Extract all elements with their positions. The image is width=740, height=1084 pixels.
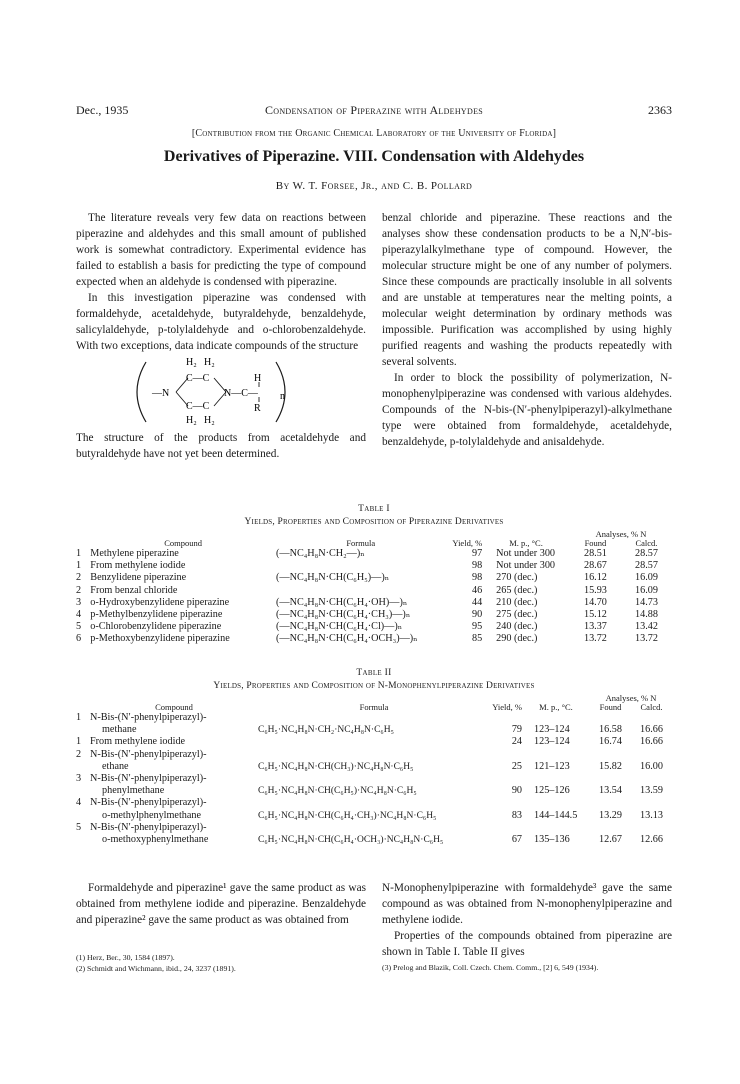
- table-row: [76, 736, 672, 748]
- empty-cell: [258, 822, 490, 834]
- nitrogen-found: 15.82: [599, 760, 622, 772]
- table-row: [76, 761, 672, 773]
- row-number: 6: [76, 633, 82, 645]
- table1-mp-header: M. p., °C.: [509, 538, 543, 548]
- row-number: 4: [76, 797, 82, 809]
- nitrogen-calcd: 12.66: [640, 834, 663, 846]
- compound-name-line: N-Bis-(N′-phenylpiperazyl)-: [90, 712, 207, 723]
- compound-formula: C₆H₅·NC₄H₈N·CH(C₆H₅)·NC₄H₈N·C₆H₅: [258, 786, 417, 797]
- ring-bottom-bond: C—C: [186, 401, 210, 412]
- empty-cell: [76, 810, 90, 822]
- table-row: [76, 633, 672, 645]
- yield-value: 98: [471, 560, 483, 572]
- empty-cell: [631, 773, 672, 785]
- table-row: [76, 749, 672, 761]
- nitrogen-calcd: 14.88: [635, 609, 658, 621]
- paragraph: In this investigation piperazine was condensed with formaldehyde, acetaldehyde, butyraldehyde, benzaldehyde, salicylaldehyde, p-tolylaldehyde and o-chlorobenzaldehyde. With two exceptions, data indicate compounds of the structure: [76, 292, 366, 352]
- nitrogen-calcd: 13.13: [640, 809, 663, 821]
- table2-label: Table II: [356, 668, 392, 678]
- paragraph: The literature reveals very few data on reactions between piperazine and aldehydes and this small amount of published work is somewhat contradictory. Experimental evidence has failed to establish a basis for predicting the type of compound expected when an aldehyde is condensed with piperazine.: [76, 212, 366, 288]
- h2-label: H₂: [204, 415, 215, 426]
- compound-name-line: o-methoxyphenylmethane: [102, 834, 209, 846]
- table-row: [76, 597, 672, 609]
- compound-name-line: N-Bis-(N′-phenylpiperazyl)-: [90, 797, 207, 809]
- table-row: [76, 609, 672, 621]
- compound-name: o-Chlorobenzylidene piperazine: [90, 621, 222, 633]
- ring-top-bond: C—C: [186, 373, 210, 384]
- compound-name: p-Methylbenzylidene piperazine: [90, 609, 223, 621]
- table-row: [76, 621, 672, 633]
- empty-cell: [590, 773, 631, 785]
- empty-cell: [258, 712, 490, 724]
- row-number: 5: [76, 621, 82, 633]
- table1-analyses-header: Analyses, % N: [595, 529, 647, 539]
- row-number: 1: [76, 560, 82, 572]
- table2-compound-header: Compound: [155, 702, 193, 712]
- compound-formula: [258, 736, 490, 748]
- compound-name: p-Methoxybenzylidene piperazine: [90, 633, 230, 645]
- nitrogen-calcd: 28.57: [635, 548, 658, 559]
- yield-value: 25: [511, 760, 522, 772]
- table2-body: [76, 712, 672, 846]
- nitrogen-calcd: 13.72: [635, 633, 658, 645]
- footnotes-left: [76, 952, 366, 974]
- page-number: 2363: [648, 103, 672, 117]
- melting-point: 135–136: [534, 834, 570, 846]
- empty-cell: [631, 749, 672, 761]
- piperazine-structure-diagram: [76, 354, 366, 430]
- nitrogen-found: 13.29: [599, 809, 622, 821]
- compound-formula: (—NC₄H₈N·CH(C₆H₄·Cl)—)ₙ: [276, 621, 403, 633]
- melting-point: 290 (dec.): [496, 633, 538, 645]
- row-number: 1: [76, 736, 82, 748]
- compound-name: Benzylidene piperazine: [90, 572, 187, 584]
- melting-point: Not under 300: [496, 560, 556, 572]
- nitrogen-found: 14.70: [583, 596, 607, 608]
- polymer-subscript: n: [280, 391, 285, 402]
- nitrogen-found: 15.93: [583, 584, 607, 596]
- right-column: [382, 210, 672, 450]
- nitrogen-found: 13.72: [583, 633, 607, 645]
- table1-calcd-header: Calcd.: [635, 538, 658, 548]
- nitrogen-found: 13.37: [583, 621, 607, 633]
- nitrogen-left: —N: [152, 388, 170, 399]
- footnotes-right: [382, 962, 672, 973]
- table2-caption: Yields, Properties and Composition of N-Monophenylpiperazine Derivatives: [213, 681, 535, 691]
- compound-formula: C₆H₅·NC₄H₈N·CH₂·NC₄H₈N·C₆H₅: [258, 725, 394, 736]
- nitrogen-found: 15.12: [583, 609, 607, 621]
- nitrogen-right: N—C—: [224, 388, 258, 399]
- empty-cell: [590, 749, 631, 761]
- compound-formula: (—NC₄H₈N·CH(C₆H₄·OCH₃)—)ₙ: [276, 633, 418, 645]
- empty-cell: [522, 712, 590, 724]
- structure-svg: [76, 354, 366, 430]
- melting-point: 121–123: [534, 760, 570, 772]
- compound-name: o-Hydroxybenzylidene piperazine: [90, 596, 230, 608]
- table1-compound-header: Compound: [164, 538, 203, 548]
- yield-value: 46: [471, 584, 483, 596]
- empty-cell: [490, 712, 522, 724]
- nitrogen-found: 13.54: [599, 785, 622, 797]
- melting-point: 240 (dec.): [496, 621, 538, 633]
- row-number: 2: [76, 572, 82, 584]
- yield-value: 85: [471, 633, 483, 645]
- melting-point: 144–144.5: [534, 809, 578, 821]
- table-row: [76, 810, 672, 822]
- left-column: [76, 210, 366, 462]
- compound-name-line: From methylene iodide: [90, 736, 186, 748]
- empty-cell: [490, 797, 522, 809]
- compound-formula: (—NC₄H₈N·CH(C₆H₄·CH₃)—)ₙ: [276, 609, 411, 621]
- h2-label: H₂: [186, 357, 197, 368]
- footnote-3: (3) Prelog and Blazik, Coll. Czech. Chem. Comm., [2] 6, 549 (1934).: [382, 963, 599, 972]
- compound-name-line: o-methylphenylmethane: [102, 809, 202, 821]
- yield-value: 67: [511, 834, 522, 846]
- table2-formula-header: Formula: [359, 702, 389, 712]
- nitrogen-found: 12.67: [599, 834, 622, 846]
- table1-yield-header: Yield, %: [452, 538, 483, 548]
- table-row: [76, 822, 672, 834]
- yield-value: 79: [511, 724, 522, 736]
- paragraph: benzal chloride and piperazine. These reactions and the analyses show these condensation products to be a N,N′-bis-piperazylalkylmethane type of compound. However, the molecular structure might be one of any number of polymers. Since these compounds are practically insoluble in all solvents and are unstable at temperatures near the melting points, a molecular weight determination by ordinary methods was impossible. Purification was accomplished by using highly purified reagents and washing the products repeatedly with several solvents.: [382, 212, 672, 368]
- table2: [76, 694, 672, 846]
- yield-value: 95: [471, 621, 483, 633]
- contribution-line: [Contribution from the Organic Chemical Laboratory of the University of Florida]: [191, 128, 557, 139]
- paragraph: Formaldehyde and piperazine¹ gave the same product as was obtained from methylene iodide and piperazine. Benzaldehyde and piperazine² gave the same product as was obtained from: [76, 882, 366, 926]
- empty-cell: [490, 822, 522, 834]
- table2-found-header: Found: [599, 702, 622, 712]
- row-number: 3: [76, 773, 82, 785]
- nitrogen-calcd: 16.09: [635, 572, 658, 584]
- bottom-left-column: [76, 880, 366, 928]
- row-number: 2: [76, 748, 82, 760]
- article-title: Derivatives of Piperazine. VIII. Condensation with Aldehydes: [163, 148, 585, 165]
- nitrogen-calcd: 13.42: [635, 621, 658, 633]
- empty-cell: [522, 822, 590, 834]
- compound-name-line: N-Bis-(N′-phenylpiperazyl)-: [90, 748, 207, 760]
- row-number: 4: [76, 609, 82, 621]
- table-row: [76, 560, 672, 572]
- table2-analyses-header: Analyses, % N: [605, 693, 657, 703]
- table1-body: [76, 548, 672, 646]
- byline: By W. T. Forsee, Jr., and C. B. Pollard: [275, 180, 473, 192]
- bottom-right-column: [382, 880, 672, 960]
- table2-calcd-header: Calcd.: [640, 702, 663, 712]
- empty-cell: [522, 797, 590, 809]
- yield-value: 90: [511, 785, 522, 797]
- row-number: 5: [76, 821, 82, 833]
- row-number: 2: [76, 584, 82, 596]
- nitrogen-found: 28.51: [583, 548, 607, 559]
- nitrogen-found: 16.12: [583, 572, 607, 584]
- compound-formula: (—NC₄H₈N·CH₂—)ₙ: [276, 548, 365, 559]
- melting-point: 123–124: [534, 736, 570, 748]
- compound-name: From benzal chloride: [90, 584, 178, 596]
- compound-formula: [276, 585, 445, 597]
- yield-value: 90: [471, 609, 483, 621]
- table-row: [76, 585, 672, 597]
- compound-name: From methylene iodide: [90, 560, 186, 572]
- table1-formula-header: Formula: [346, 538, 376, 548]
- footnote-2: (2) Schmidt and Wichmann, ibid., 24, 3237 (1891).: [76, 964, 236, 973]
- compound-name-line: methane: [102, 724, 137, 736]
- table1-label: Table I: [358, 504, 390, 514]
- paragraph: N-Monophenylpiperazine with formaldehyde³ gave the same compound as was obtained from N-monophenylpiperazine and methylene iodide.: [382, 882, 672, 926]
- empty-cell: [631, 822, 672, 834]
- empty-cell: [631, 712, 672, 724]
- melting-point: 125–126: [534, 785, 570, 797]
- nitrogen-calcd: 16.66: [640, 736, 663, 748]
- table-row: [76, 548, 672, 560]
- compound-name-line: N-Bis-(N′-phenylpiperazyl)-: [90, 821, 207, 833]
- nitrogen-calcd: 28.57: [635, 560, 658, 572]
- empty-cell: [522, 773, 590, 785]
- table-row: [76, 785, 672, 797]
- nitrogen-found: 16.74: [599, 736, 622, 748]
- yield-value: 98: [471, 572, 483, 584]
- empty-cell: [590, 822, 631, 834]
- empty-cell: [258, 797, 490, 809]
- empty-cell: [76, 724, 90, 736]
- footnote-1: (1) Herz, Ber., 30, 1584 (1897).: [76, 953, 175, 962]
- empty-cell: [522, 749, 590, 761]
- empty-cell: [76, 785, 90, 797]
- empty-cell: [590, 797, 631, 809]
- table-row: [76, 724, 672, 736]
- table2-yield-header: Yield, %: [492, 702, 522, 712]
- empty-cell: [76, 834, 90, 846]
- paragraph: The structure of the products from acetaldehyde and butyraldehyde have not yet been determined.: [76, 432, 366, 460]
- compound-name: Methylene piperazine: [90, 548, 179, 559]
- nitrogen-calcd: 16.66: [640, 724, 663, 736]
- nitrogen-calcd: 16.00: [640, 760, 663, 772]
- yield-value: 24: [511, 736, 522, 748]
- melting-point: 270 (dec.): [496, 572, 538, 584]
- table1-found-header: Found: [584, 538, 607, 548]
- empty-cell: [490, 773, 522, 785]
- melting-point: 210 (dec.): [496, 596, 538, 608]
- row-number: 1: [76, 712, 82, 723]
- running-title: Condensation of Piperazine with Aldehydes: [264, 103, 484, 117]
- empty-cell: [590, 712, 631, 724]
- compound-formula: [276, 560, 445, 572]
- yield-value: 97: [471, 548, 483, 559]
- row-number: 1: [76, 548, 82, 559]
- empty-cell: [631, 797, 672, 809]
- compound-name-line: ethane: [102, 760, 129, 772]
- table-row: [76, 834, 672, 846]
- h2-label: H₂: [186, 415, 197, 426]
- nitrogen-found: 28.67: [583, 560, 607, 572]
- r-substituent: R: [254, 403, 261, 414]
- h-substituent: H: [254, 373, 262, 384]
- paragraph: In order to block the possibility of polymerization, N-monophenylpiperazine was condensed with various aldehydes. Compounds of the N-bis-(N′-phenylpiperazyl)-alkylmethane type were obtained from formaldehyde, acetaldehyde, benzaldehyde, p-tolylaldehyde and anisaldehyde.: [382, 372, 672, 448]
- compound-formula: C₆H₅·NC₄H₈N·CH(CH₃)·NC₄H₈N·C₆H₅: [258, 761, 414, 772]
- table-row: [76, 797, 672, 809]
- nitrogen-calcd: 14.73: [635, 596, 658, 608]
- melting-point: 275 (dec.): [496, 609, 538, 621]
- left-paren: [137, 362, 146, 422]
- empty-cell: [490, 749, 522, 761]
- compound-name-line: phenylmethane: [102, 785, 165, 797]
- melting-point: 123–124: [534, 724, 570, 736]
- row-number: 3: [76, 596, 82, 608]
- compound-name-line: N-Bis-(N′-phenylpiperazyl)-: [90, 773, 207, 785]
- table-row: [76, 572, 672, 584]
- yield-value: 83: [511, 809, 522, 821]
- melting-point: Not under 300: [496, 548, 556, 559]
- empty-cell: [258, 749, 490, 761]
- nitrogen-calcd: 13.59: [640, 785, 663, 797]
- h2-label: H₂: [204, 357, 215, 368]
- compound-formula: C₆H₅·NC₄H₈N·CH(C₆H₄·CH₃)·NC₄H₈N·C₆H₅: [258, 810, 437, 821]
- table-row: [76, 712, 672, 724]
- table1-caption: Yields, Properties and Composition of Piperazine Derivatives: [244, 517, 504, 527]
- table1: [76, 530, 672, 646]
- nitrogen-found: 16.58: [599, 724, 622, 736]
- nitrogen-calcd: 16.09: [635, 584, 658, 596]
- table-row: [76, 773, 672, 785]
- empty-cell: [258, 773, 490, 785]
- yield-value: 44: [471, 596, 483, 608]
- empty-cell: [76, 761, 90, 773]
- compound-formula: (—NC₄H₈N·CH(C₆H₄·OH)—)ₙ: [276, 596, 408, 608]
- issue-date: Dec., 1935: [76, 103, 129, 117]
- compound-formula: (—NC₄H₈N·CH(C₆H₅)—)ₙ: [276, 572, 390, 584]
- table2-mp-header: M. p., °C.: [539, 702, 573, 712]
- melting-point: 265 (dec.): [496, 584, 538, 596]
- compound-formula: C₆H₅·NC₄H₈N·CH(C₆H₄·OCH₃)·NC₄H₈N·C₆H₅: [258, 835, 444, 846]
- paragraph: Properties of the compounds obtained from piperazine are shown in Table I. Table II gives: [382, 930, 672, 958]
